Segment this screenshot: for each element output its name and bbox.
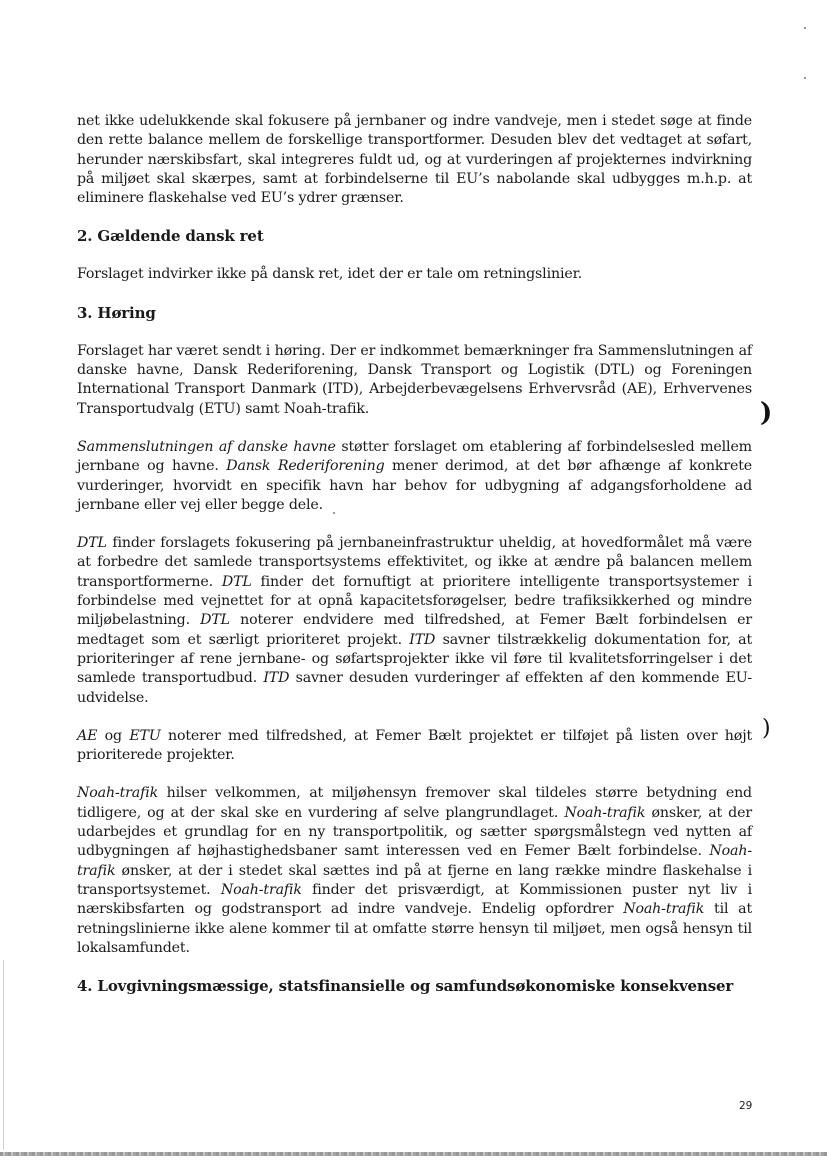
scan-bottom-border bbox=[0, 1152, 827, 1156]
paragraph-havne-rederi bbox=[77, 438, 752, 515]
paragraph-text: savner tilstrækkelig dokumentation for, at prioriteringer af rene jernbane- og søfartsprojekter ikke vil føre til kvalitetsforringelser i det samlede transportudbud. bbox=[77, 631, 752, 687]
org-name: ITD bbox=[409, 631, 436, 648]
paragraph-text: finder det prisværdigt, at Kommissionen puster nyt liv i nærskibsfarten og godstransport ad indre vandveje. Endelig opfordrer bbox=[77, 881, 752, 918]
scan-edge bbox=[3, 960, 4, 1150]
paragraph-text: noterer med tilfredshed, at Femer Bælt projektet er tilføjet på listen over højt prioriterede projekter. bbox=[77, 727, 752, 764]
paragraph-text: finder det fornuftigt at prioritere intelligente transportsystemer i forbindelse med vejnettet for at opnå kapacitetsforøgelser, bedre trafiksikkerhed og mindre miljøbelastning. bbox=[77, 573, 752, 629]
org-name: Sammenslutningen af danske havne bbox=[77, 438, 336, 455]
org-name: ETU bbox=[129, 727, 161, 744]
paragraph-text: ønsker, at der i stedet skal sættes ind på at fjerne en lang række mindre flaskehalse i transportsystemet. bbox=[77, 862, 752, 898]
org-name: Dansk Rederiforening bbox=[226, 458, 385, 475]
paragraph-text: til at retningslinierne ikke alene kommer til at omfatte større hensyn til miljøet, men også hensyn til lokalsamfundet. bbox=[77, 901, 753, 956]
paragraph-text: hilser velkommen, at miljøhensyn fremover skal tildeles større betydning end tidligere, og at der skal ske en vurdering af selve plangrundlaget. bbox=[77, 785, 752, 821]
org-name: Noah-trafik bbox=[77, 785, 159, 802]
scan-speck bbox=[804, 77, 806, 79]
org-name: Noah-trafik bbox=[220, 881, 302, 898]
heading-hoering: 3. Høring bbox=[77, 303, 156, 322]
paragraph-text: finder forslagets fokusering på jernbaneinfrastruktur uheldig, at hovedformålet må være at forbedre det samlede transportsystems effektivitet, og ikke at ændre på balancen mellem transportformerne. bbox=[77, 535, 752, 590]
org-name: DTL bbox=[77, 535, 107, 552]
page-body bbox=[77, 112, 752, 1015]
paragraph-noah-trafik bbox=[77, 784, 752, 958]
paragraph-ae-etu bbox=[77, 727, 752, 766]
paragraph-text: noterer endvidere med tilfredshed, at Femer Bælt forbindelsen er medtaget som et særligt prioriteret projekt. bbox=[77, 612, 752, 648]
page-number: 29 bbox=[739, 1100, 753, 1112]
paragraph-text: støtter forslaget om etablering af forbindelsesled mellem jernbane og havne. bbox=[77, 438, 752, 475]
paragraph-text: og bbox=[97, 727, 130, 744]
org-name: DTL bbox=[200, 612, 230, 629]
paragraph-intro: net ikke udelukkende skal fokusere på jernbaner og indre vandveje, men i stedet søge at finde den rette balance mellem de forskellige transportformer. Desuden blev det vedtaget at søfart, herunder nærskibsfart, skal integreres fuldt ud, og at vurderingen af projekternes indvirkning på miljøet skal skærpes, samt at forbindelserne til EU’s nabolande skal udbygges m.h.p. at eliminere flaskehalse ved EU’s ydrer grænser. bbox=[77, 113, 752, 207]
org-name: AE bbox=[77, 727, 98, 744]
org-name: ITD bbox=[263, 670, 290, 687]
margin-mark: ) bbox=[762, 716, 771, 741]
scan-speck bbox=[804, 27, 806, 29]
org-name: Noah-trafik bbox=[564, 804, 646, 821]
paragraph-hoering: Forslaget har været sendt i høring. Der er indkommet bemærkninger fra Sammenslutningen af danske havne, Dansk Rederiforening, Dansk Transport og Logistik (DTL) og Foreningen International Transport Danmark (ITD), Arbejderbevægelsens Erhvervsråd (AE), Erhvervenes Transportudvalg (ETU) samt Noah-trafik. bbox=[77, 342, 752, 417]
paragraph-text: ønsker, at der udarbejdes et grundlag for en ny transportpolitik, og sætter spørgsmålstegn ved nytten af udbygningen af højhastighedsbaner samt interessen ved en Femer Bælt forbindelse. bbox=[77, 804, 752, 860]
heading-gaeldende-dansk-ret: 2. Gældende dansk ret bbox=[77, 227, 264, 246]
scan-speck bbox=[333, 512, 335, 514]
paragraph-text: mener derimod, at det bør afhænge af konkrete vurderinger, hvorvidt en specifik havn har behov for udbygning af adgangsforholdene ad jernbane eller vej eller begge dele. bbox=[77, 458, 752, 513]
org-name: DTL bbox=[221, 573, 252, 590]
paragraph-text: savner desuden vurderinger af effekten af den kommende EU-udvidelse. bbox=[77, 670, 752, 706]
org-name: Noah-trafik bbox=[623, 901, 705, 918]
org-name: Noah-trafik bbox=[77, 843, 752, 879]
margin-mark: ) bbox=[760, 398, 773, 428]
paragraph-dtl-itd bbox=[77, 534, 752, 708]
paragraph-dansk-ret: Forslaget indvirker ikke på dansk ret, idet der er tale om retningslinier. bbox=[77, 266, 583, 283]
heading-konsekvenser: 4. Lovgivningsmæssige, statsfinansielle og samfundsøkonomiske konsekvenser bbox=[77, 977, 734, 996]
